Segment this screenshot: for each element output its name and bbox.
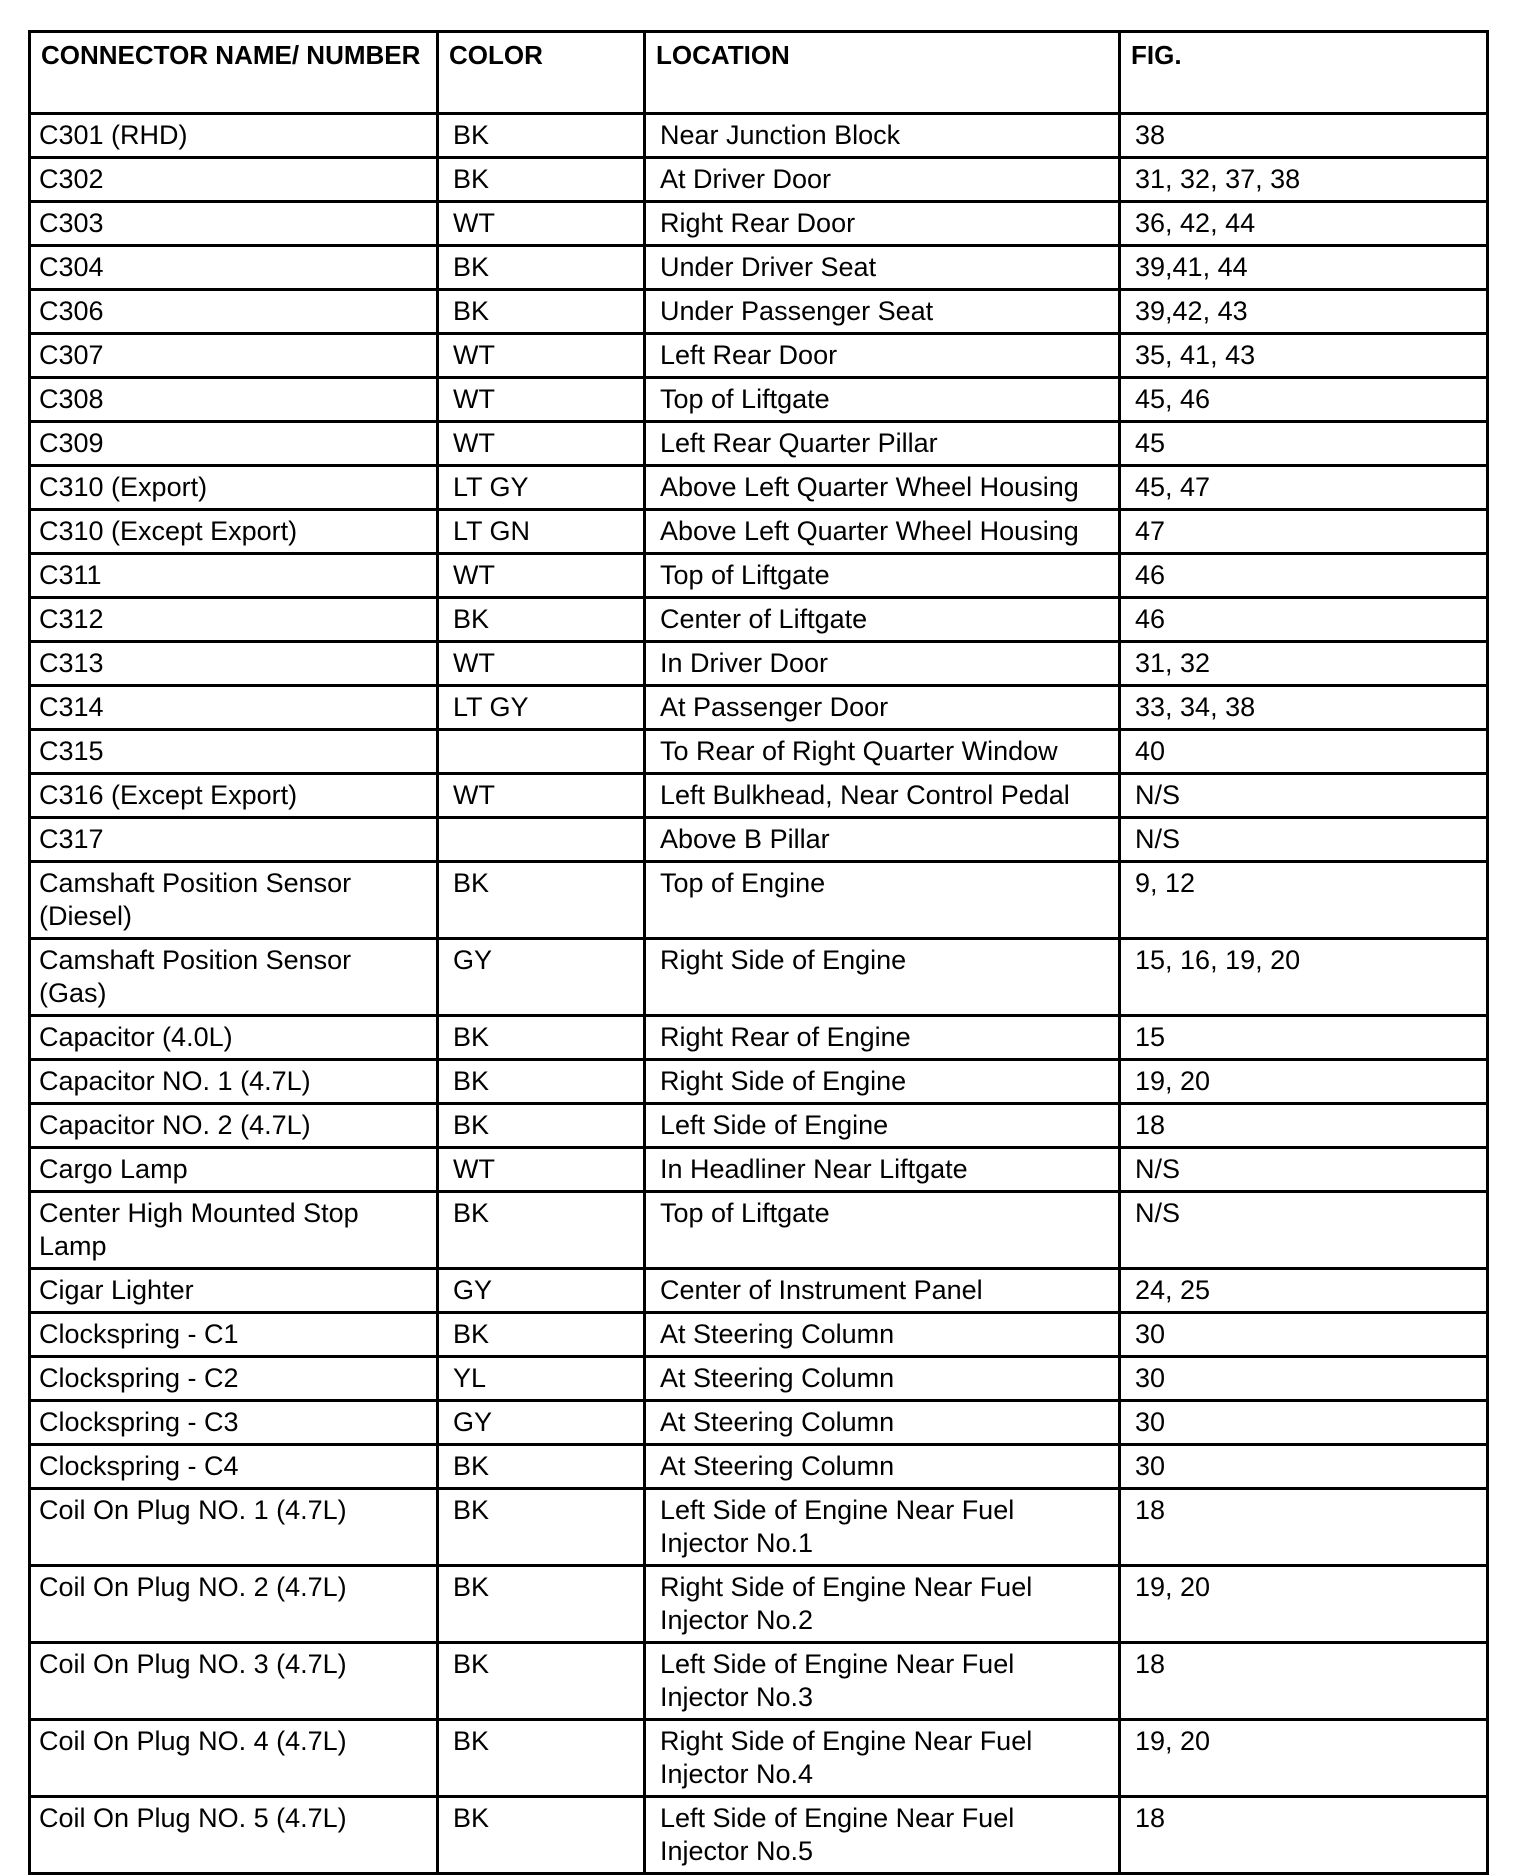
connector-name-cell: C316 (Except Export) bbox=[30, 774, 438, 818]
fig-cell: 35, 41, 43 bbox=[1120, 334, 1488, 378]
table-row bbox=[30, 1401, 1488, 1445]
color-cell: WT bbox=[438, 1148, 645, 1192]
fig-cell: 18 bbox=[1120, 1643, 1488, 1720]
connector-name-cell: C311 bbox=[30, 554, 438, 598]
color-cell: BK bbox=[438, 290, 645, 334]
table-row bbox=[30, 598, 1488, 642]
location-cell: At Steering Column bbox=[645, 1313, 1120, 1357]
fig-cell: 46 bbox=[1120, 554, 1488, 598]
connector-name-cell: Clockspring - C4 bbox=[30, 1445, 438, 1489]
color-cell: BK bbox=[438, 1445, 645, 1489]
connector-name-cell: C312 bbox=[30, 598, 438, 642]
table-row bbox=[30, 818, 1488, 862]
fig-cell: 30 bbox=[1120, 1357, 1488, 1401]
color-cell: BK bbox=[438, 114, 645, 158]
location-cell: Above Left Quarter Wheel Housing bbox=[645, 510, 1120, 554]
connector-name-cell: Clockspring - C1 bbox=[30, 1313, 438, 1357]
fig-cell: 19, 20 bbox=[1120, 1720, 1488, 1797]
location-cell: Right Side of Engine Near Fuel Injector No.4 bbox=[645, 1720, 1120, 1797]
fig-cell: N/S bbox=[1120, 818, 1488, 862]
location-cell: Center of Instrument Panel bbox=[645, 1269, 1120, 1313]
location-cell: Right Side of Engine bbox=[645, 1060, 1120, 1104]
connector-name-cell: Capacitor NO. 1 (4.7L) bbox=[30, 1060, 438, 1104]
table-row bbox=[30, 510, 1488, 554]
fig-cell: 30 bbox=[1120, 1401, 1488, 1445]
connector-name-cell: C317 bbox=[30, 818, 438, 862]
location-cell: Right Rear of Engine bbox=[645, 1016, 1120, 1060]
fig-cell: 45, 46 bbox=[1120, 378, 1488, 422]
color-cell: BK bbox=[438, 1489, 645, 1566]
table-row bbox=[30, 158, 1488, 202]
location-cell: Above B Pillar bbox=[645, 818, 1120, 862]
color-cell: BK bbox=[438, 862, 645, 939]
connector-name-cell: C309 bbox=[30, 422, 438, 466]
color-cell: BK bbox=[438, 1720, 645, 1797]
fig-cell: 31, 32 bbox=[1120, 642, 1488, 686]
location-cell: Under Passenger Seat bbox=[645, 290, 1120, 334]
color-cell: WT bbox=[438, 378, 645, 422]
color-cell: WT bbox=[438, 774, 645, 818]
fig-cell: 18 bbox=[1120, 1797, 1488, 1874]
location-cell: Left Side of Engine Near Fuel Injector No.5 bbox=[645, 1797, 1120, 1874]
fig-cell: 38 bbox=[1120, 114, 1488, 158]
table-row bbox=[30, 1445, 1488, 1489]
color-cell: LT GN bbox=[438, 510, 645, 554]
location-cell: Top of Liftgate bbox=[645, 378, 1120, 422]
connector-name-cell: Cigar Lighter bbox=[30, 1269, 438, 1313]
location-cell: Top of Liftgate bbox=[645, 554, 1120, 598]
fig-cell: 45, 47 bbox=[1120, 466, 1488, 510]
connector-name-cell: C307 bbox=[30, 334, 438, 378]
table-header bbox=[30, 32, 1488, 114]
fig-cell: 30 bbox=[1120, 1313, 1488, 1357]
header-location: LOCATION bbox=[645, 32, 1120, 114]
fig-cell: 46 bbox=[1120, 598, 1488, 642]
color-cell: WT bbox=[438, 554, 645, 598]
table-body bbox=[30, 114, 1488, 1874]
color-cell: GY bbox=[438, 1401, 645, 1445]
location-cell: Left Rear Quarter Pillar bbox=[645, 422, 1120, 466]
table-row bbox=[30, 1269, 1488, 1313]
fig-cell: 33, 34, 38 bbox=[1120, 686, 1488, 730]
fig-cell: 9, 12 bbox=[1120, 862, 1488, 939]
connector-name-cell: Camshaft Position Sensor (Gas) bbox=[30, 939, 438, 1016]
fig-cell: 19, 20 bbox=[1120, 1060, 1488, 1104]
fig-cell: 39,42, 43 bbox=[1120, 290, 1488, 334]
connector-name-cell: C306 bbox=[30, 290, 438, 334]
header-fig: FIG. bbox=[1120, 32, 1488, 114]
location-cell: In Headliner Near Liftgate bbox=[645, 1148, 1120, 1192]
table-row bbox=[30, 642, 1488, 686]
fig-cell: 45 bbox=[1120, 422, 1488, 466]
fig-cell: 30 bbox=[1120, 1445, 1488, 1489]
table-row bbox=[30, 114, 1488, 158]
table-row bbox=[30, 422, 1488, 466]
fig-cell: 39,41, 44 bbox=[1120, 246, 1488, 290]
location-cell: At Passenger Door bbox=[645, 686, 1120, 730]
fig-cell: 31, 32, 37, 38 bbox=[1120, 158, 1488, 202]
fig-cell: 18 bbox=[1120, 1104, 1488, 1148]
color-cell: BK bbox=[438, 158, 645, 202]
color-cell: WT bbox=[438, 642, 645, 686]
color-cell: BK bbox=[438, 1566, 645, 1643]
table-row bbox=[30, 1566, 1488, 1643]
table-row bbox=[30, 862, 1488, 939]
table-row bbox=[30, 1016, 1488, 1060]
fig-cell: 40 bbox=[1120, 730, 1488, 774]
color-cell: BK bbox=[438, 1192, 645, 1269]
color-cell: YL bbox=[438, 1357, 645, 1401]
color-cell: BK bbox=[438, 1060, 645, 1104]
fig-cell: 19, 20 bbox=[1120, 1566, 1488, 1643]
connector-name-cell: Capacitor (4.0L) bbox=[30, 1016, 438, 1060]
location-cell: Right Side of Engine Near Fuel Injector No.2 bbox=[645, 1566, 1120, 1643]
connector-name-cell: C315 bbox=[30, 730, 438, 774]
color-cell: WT bbox=[438, 422, 645, 466]
table-row bbox=[30, 1313, 1488, 1357]
connector-name-cell: Center High Mounted Stop Lamp bbox=[30, 1192, 438, 1269]
table-row bbox=[30, 730, 1488, 774]
color-cell bbox=[438, 730, 645, 774]
connector-name-cell: C303 bbox=[30, 202, 438, 246]
connector-name-cell: Coil On Plug NO. 1 (4.7L) bbox=[30, 1489, 438, 1566]
fig-cell: 18 bbox=[1120, 1489, 1488, 1566]
location-cell: Left Rear Door bbox=[645, 334, 1120, 378]
table-row bbox=[30, 1797, 1488, 1874]
color-cell: BK bbox=[438, 1313, 645, 1357]
table-row bbox=[30, 774, 1488, 818]
table-row bbox=[30, 246, 1488, 290]
connector-name-cell: Clockspring - C3 bbox=[30, 1401, 438, 1445]
connector-name-cell: C301 (RHD) bbox=[30, 114, 438, 158]
header-color: COLOR bbox=[438, 32, 645, 114]
location-cell: Left Side of Engine Near Fuel Injector No.3 bbox=[645, 1643, 1120, 1720]
color-cell: BK bbox=[438, 1797, 645, 1874]
location-cell: At Steering Column bbox=[645, 1445, 1120, 1489]
location-cell: Near Junction Block bbox=[645, 114, 1120, 158]
connector-name-cell: C310 (Except Export) bbox=[30, 510, 438, 554]
location-cell: To Rear of Right Quarter Window bbox=[645, 730, 1120, 774]
color-cell: GY bbox=[438, 1269, 645, 1313]
color-cell: BK bbox=[438, 246, 645, 290]
fig-cell: N/S bbox=[1120, 774, 1488, 818]
connector-name-cell: Camshaft Position Sensor (Diesel) bbox=[30, 862, 438, 939]
table-row bbox=[30, 378, 1488, 422]
table-row bbox=[30, 1643, 1488, 1720]
table-row bbox=[30, 1148, 1488, 1192]
table-row bbox=[30, 1104, 1488, 1148]
table-row bbox=[30, 1489, 1488, 1566]
connector-name-cell: Coil On Plug NO. 5 (4.7L) bbox=[30, 1797, 438, 1874]
color-cell: LT GY bbox=[438, 466, 645, 510]
color-cell: LT GY bbox=[438, 686, 645, 730]
connector-name-cell: Cargo Lamp bbox=[30, 1148, 438, 1192]
table-row bbox=[30, 554, 1488, 598]
connector-name-cell: C304 bbox=[30, 246, 438, 290]
connector-table bbox=[28, 30, 1489, 1875]
location-cell: Under Driver Seat bbox=[645, 246, 1120, 290]
location-cell: Left Side of Engine Near Fuel Injector No.1 bbox=[645, 1489, 1120, 1566]
table-row bbox=[30, 334, 1488, 378]
location-cell: At Steering Column bbox=[645, 1401, 1120, 1445]
connector-name-cell: C310 (Export) bbox=[30, 466, 438, 510]
connector-name-cell: C313 bbox=[30, 642, 438, 686]
color-cell: GY bbox=[438, 939, 645, 1016]
connector-name-cell: Coil On Plug NO. 3 (4.7L) bbox=[30, 1643, 438, 1720]
fig-cell: N/S bbox=[1120, 1192, 1488, 1269]
table-row bbox=[30, 290, 1488, 334]
location-cell: In Driver Door bbox=[645, 642, 1120, 686]
color-cell: BK bbox=[438, 1643, 645, 1720]
table-row bbox=[30, 202, 1488, 246]
table-row bbox=[30, 1060, 1488, 1104]
table-row bbox=[30, 686, 1488, 730]
location-cell: At Driver Door bbox=[645, 158, 1120, 202]
table-row bbox=[30, 1192, 1488, 1269]
color-cell: WT bbox=[438, 202, 645, 246]
color-cell: BK bbox=[438, 598, 645, 642]
table-row bbox=[30, 1720, 1488, 1797]
location-cell: Right Side of Engine bbox=[645, 939, 1120, 1016]
connector-name-cell: C314 bbox=[30, 686, 438, 730]
table-row bbox=[30, 466, 1488, 510]
connector-name-cell: Clockspring - C2 bbox=[30, 1357, 438, 1401]
fig-cell: 36, 42, 44 bbox=[1120, 202, 1488, 246]
color-cell: BK bbox=[438, 1104, 645, 1148]
location-cell: Right Rear Door bbox=[645, 202, 1120, 246]
connector-name-cell: Coil On Plug NO. 2 (4.7L) bbox=[30, 1566, 438, 1643]
location-cell: Left Bulkhead, Near Control Pedal bbox=[645, 774, 1120, 818]
location-cell: Top of Liftgate bbox=[645, 1192, 1120, 1269]
connector-name-cell: C302 bbox=[30, 158, 438, 202]
table-row bbox=[30, 939, 1488, 1016]
color-cell: WT bbox=[438, 334, 645, 378]
fig-cell: 15 bbox=[1120, 1016, 1488, 1060]
color-cell bbox=[438, 818, 645, 862]
location-cell: Above Left Quarter Wheel Housing bbox=[645, 466, 1120, 510]
location-cell: At Steering Column bbox=[645, 1357, 1120, 1401]
connector-name-cell: C308 bbox=[30, 378, 438, 422]
fig-cell: N/S bbox=[1120, 1148, 1488, 1192]
fig-cell: 15, 16, 19, 20 bbox=[1120, 939, 1488, 1016]
location-cell: Left Side of Engine bbox=[645, 1104, 1120, 1148]
color-cell: BK bbox=[438, 1016, 645, 1060]
location-cell: Top of Engine bbox=[645, 862, 1120, 939]
location-cell: Center of Liftgate bbox=[645, 598, 1120, 642]
fig-cell: 24, 25 bbox=[1120, 1269, 1488, 1313]
table-row bbox=[30, 1357, 1488, 1401]
header-connector-name: CONNECTOR NAME/ NUMBER bbox=[30, 32, 438, 114]
fig-cell: 47 bbox=[1120, 510, 1488, 554]
connector-name-cell: Capacitor NO. 2 (4.7L) bbox=[30, 1104, 438, 1148]
connector-name-cell: Coil On Plug NO. 4 (4.7L) bbox=[30, 1720, 438, 1797]
header-row bbox=[30, 32, 1488, 114]
